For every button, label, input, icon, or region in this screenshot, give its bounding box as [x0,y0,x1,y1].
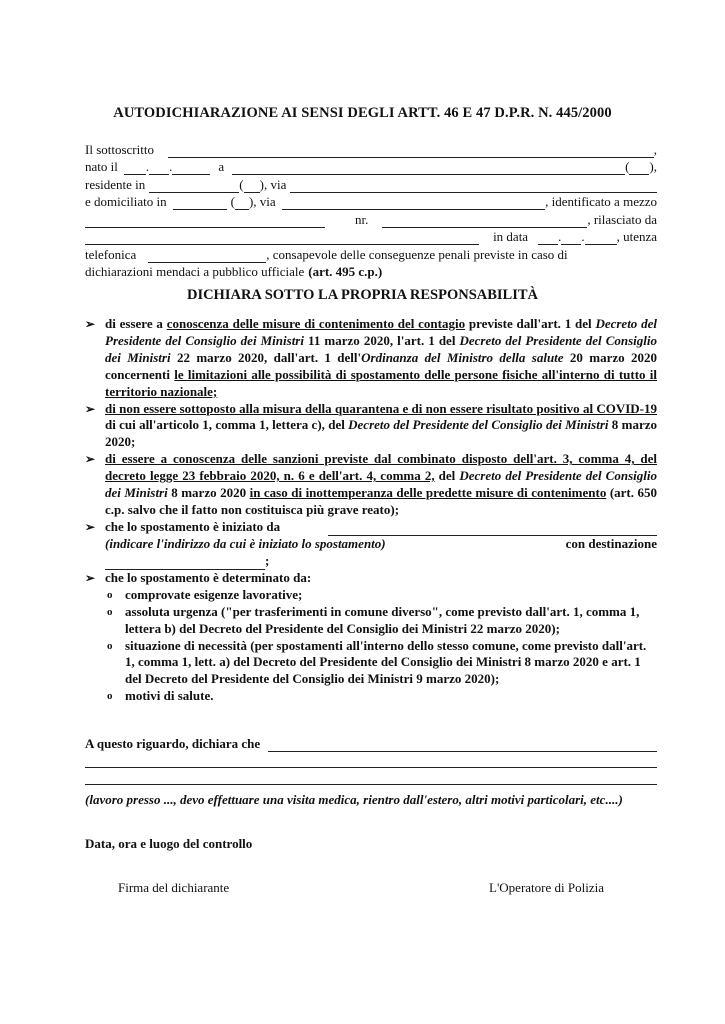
label-in-data: in data [493,229,529,244]
label-telefonica: telefonica [85,246,137,262]
birth-province-field[interactable] [629,161,649,175]
id-document-number-field[interactable] [382,214,587,228]
riguardo-extra-line-1[interactable] [85,754,657,768]
form-row-residence: residente in ( ) , via [85,175,657,193]
residence-city-field[interactable] [149,179,239,193]
issue-day-field[interactable] [538,231,558,245]
label-via-2: , via [253,194,276,209]
birth-month-field[interactable] [149,161,169,175]
riguardo-note: (lavoro presso ..., devo effettuare una visita medica, rientro dall'estero, altri motivi particolari, etc....) [85,792,623,807]
name-field[interactable] [168,144,654,158]
signature-declarant: Firma del dichiarante [118,880,230,895]
riguardo-row [85,736,657,752]
reason-option-work[interactable]: o comprovate esigenze lavorative; [107,586,303,602]
riguardo-label: A questo riguardo, dichiara che [85,736,261,751]
reason-option-urgency[interactable]: o assoluta urgenza ("per trasferimenti in comune diverso", come previsto dall'art. 1, comma 1, lettera b) del Decreto del Presidente del Consiglio dei Ministri 22 marzo 2020); [107,603,640,636]
form-row-document [85,210,657,228]
issue-month-field[interactable] [561,231,581,245]
declaration-item-4: ➢ che lo spostamento è iniziato da (indicare l'indirizzo da cui è iniziato lo spostamento) con destinazione ; [85,518,657,568]
label-domiciliato-in: e domiciliato in [85,194,167,209]
circle-bullet-icon: o [107,605,113,618]
domicile-street-field[interactable] [282,196,545,210]
departure-address-field[interactable] [328,522,657,536]
phone-field[interactable] [148,249,266,263]
label-via-1: , via [263,176,287,192]
reason-option-necessity[interactable]: o situazione di necessità (per spostamenti all'interno dello stesso comune, come previsto dall'art. 1, comma 1, lett. a) del Decreto del Presidente del Consiglio dei Ministri 8 marzo 2020 e art. 1 del Decreto del Presidente del Consiglio dei Ministri 9 marzo 2020); [107,637,647,687]
declarations-list [85,316,657,705]
declaration-item-1: ➢ di essere a conoscenza delle misure di contenimento del contagio previste dall'art. 1 del Decreto del Presidente del Consiglio dei Ministri 11 marzo 2020, l'art. 1 del Decreto del Presidente del Consiglio dei Ministri 22 marzo 2020, dall'art. 1 dell'Ordinanza del Ministro della salute 20 marzo 2020 concernenti le limitazioni alle possibilità di spostamento delle persone fisiche all'interno di tutto il territorio nazionale; [85,316,658,399]
form-row-phone [85,245,657,263]
reason-option-health[interactable]: o motivi di salute. [107,688,214,704]
declaration-item-5: ➢ che lo spostamento è determinato da: o comprovate esigenze lavorative; o assoluta urgenza ("per trasferimenti in comune diverso", come previsto dall'art. 1, comma 1, lettera b) del Decreto del Presidente del Consiglio dei Ministri 22 marzo 2020); o situazione di necessità (per spostamenti all'interno dello stesso comune, come previsto dall'art. 1, comma 1, lett. a) del Decreto del Presidente del Consiglio dei Ministri 8 marzo 2020 e art. 1 del Decreto del Presidente del Consiglio dei Ministri 9 marzo 2020); o motivi di salute. [85,570,657,705]
form-row-issue: in data . . , utenza [85,228,657,246]
label-utenza: , utenza [616,229,657,244]
declaration-item-3: ➢ di essere a conoscenza delle sanzioni previste dal combinato disposto dell'art. 3, comma 4, del decreto legge 23 febbraio 2020, n. 6 e dell'art. 4, comma 2, del Decreto del Presidente del Consiglio dei Ministri 8 marzo 2020 in caso di inottemperanza delle predette misure di contenimento (art. 650 c.p. salvo che il fatto non costituisca più grave reato); [85,451,657,517]
label-nato-il: nato il [85,159,118,174]
arrow-right-icon: ➢ [85,570,96,585]
form-row-birth: nato il . . a ( ) , [85,159,657,174]
label-consapevole: , consapevole delle conseguenze penali previste in caso di [266,246,568,262]
circle-bullet-icon: o [107,690,113,703]
arrow-right-icon: ➢ [85,519,96,534]
birth-year-field[interactable] [172,161,210,175]
declaration-item-2: ➢ di non essere sottoposto alla misura della quarantena e di non essere risultato positivo al COVID-19 di cui all'articolo 1, comma 1, lettera c), del Decreto del Presidente del Consiglio dei Ministri 8 marzo 2020; [85,400,657,450]
control-date-label: Data, ora e luogo del controllo [85,836,253,851]
document-title: AUTODICHIARAZIONE AI SENSI DEGLI ARTT. 46 E 47 D.P.R. N. 445/2000 [113,105,612,121]
label-a: a [218,159,225,174]
label-rilasciato: , rilasciato da [587,211,657,227]
label-nr: nr. [355,211,369,227]
circle-bullet-icon: o [107,639,113,652]
circle-bullet-icon: o [107,588,113,601]
arrow-right-icon: ➢ [85,317,96,331]
residence-province-field[interactable] [244,179,260,193]
destination-field[interactable] [105,556,265,570]
personal-data-form [85,140,657,280]
label-identificato: , identificato a mezzo [545,194,657,209]
form-row-name: Il sottoscritto , [85,141,657,157]
riguardo-extra-line-2[interactable] [85,771,657,785]
form-row-mendaci [85,263,657,281]
issue-year-field[interactable] [585,231,617,245]
issuer-field[interactable] [85,231,479,245]
riguardo-field[interactable] [268,738,657,752]
arrow-right-icon: ➢ [85,452,96,467]
domicile-province-field[interactable] [235,196,249,210]
arrow-right-icon: ➢ [85,401,96,416]
residence-street-field[interactable] [290,179,657,193]
id-document-type-field[interactable] [85,214,325,228]
signature-police-officer: L'Operatore di Polizia [489,880,604,895]
birth-day-field[interactable] [124,161,146,175]
birth-place-field[interactable] [232,161,625,175]
label-dichiarazioni: dichiarazioni mendaci a pubblico ufficiale [85,264,305,279]
domicile-city-field[interactable] [173,196,227,210]
label-art495: (art. 495 c.p.) [308,264,383,279]
form-row-domicile: e domiciliato in ( ) , via , identificato a mezzo [85,194,657,209]
section-title: DICHIARA SOTTO LA PROPRIA RESPONSABILITÀ [186,287,539,303]
label-sottoscritto: Il sottoscritto [85,141,154,157]
label-residente-in: residente in [85,176,146,192]
